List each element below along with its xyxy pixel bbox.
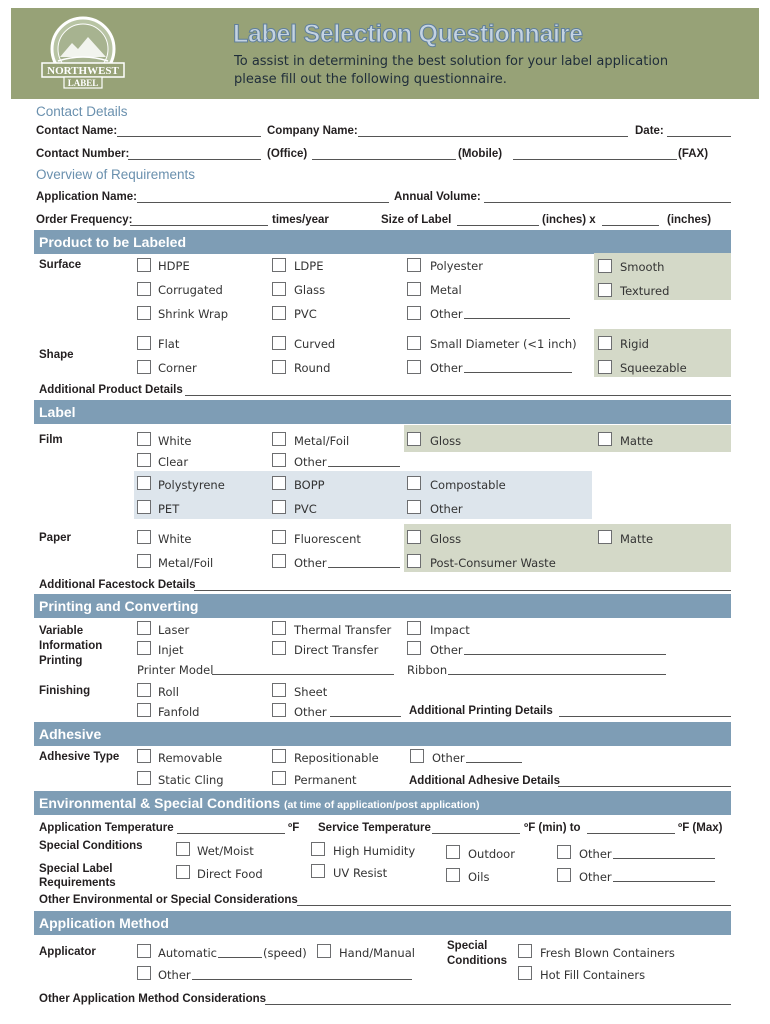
automatic-label: Automatic <box>158 946 217 960</box>
northwest-label-logo <box>36 13 130 93</box>
printer-model-field[interactable] <box>212 674 394 675</box>
thermal-transfer-checkbox[interactable] <box>272 621 286 635</box>
polyester-label: Polyester <box>430 259 483 273</box>
label-width-field[interactable] <box>457 225 539 226</box>
additional-facestock-label: Additional Facestock Details <box>39 579 196 591</box>
film-matte-checkbox[interactable] <box>598 432 612 446</box>
product-heading: Product to be Labeled <box>39 234 187 250</box>
application-temp-label: Application Temperature <box>39 822 174 834</box>
film-matte-label: Matte <box>620 434 654 448</box>
corner-checkbox[interactable] <box>137 360 151 374</box>
additional-product-label: Additional Product Details <box>39 384 183 396</box>
corner-label: Corner <box>158 361 197 375</box>
label-heading: Label <box>39 404 76 420</box>
polyester-checkbox[interactable] <box>407 258 421 272</box>
pvc-surface-label: PVC <box>294 307 317 321</box>
compostable-label: Compostable <box>430 478 506 492</box>
service-temp-min-unit: ºF (min) to <box>524 822 581 834</box>
polystyrene-checkbox[interactable] <box>137 476 151 490</box>
env-other2-field[interactable] <box>613 881 715 882</box>
additional-adhesive-label: Additional Adhesive Details <box>409 775 561 787</box>
fanfold-checkbox[interactable] <box>137 703 151 717</box>
special-cond-line-1: Special <box>447 940 488 952</box>
curved-label: Curved <box>294 337 336 351</box>
bopp-checkbox[interactable] <box>272 476 286 490</box>
post-consumer-label: Post-Consumer Waste <box>430 556 556 570</box>
sheet-checkbox[interactable] <box>272 683 286 697</box>
ldpe-checkbox[interactable] <box>272 258 286 272</box>
label-height-field[interactable] <box>602 225 659 226</box>
application-temp-unit: ºF <box>288 822 300 834</box>
ribbon-field[interactable] <box>448 674 666 675</box>
corrugated-checkbox[interactable] <box>137 282 151 296</box>
paper-other-label: Other <box>294 556 327 570</box>
film-metal-foil-checkbox[interactable] <box>272 432 286 446</box>
hand-manual-label: Hand/Manual <box>339 946 415 960</box>
film-pvc-checkbox[interactable] <box>272 500 286 514</box>
glass-checkbox[interactable] <box>272 282 286 296</box>
paper-metal-foil-label: Metal/Foil <box>158 556 214 570</box>
paper-gloss-checkbox[interactable] <box>407 530 421 544</box>
post-consumer-checkbox[interactable] <box>407 554 421 568</box>
repositionable-checkbox[interactable] <box>272 749 286 763</box>
other-surface-checkbox[interactable] <box>407 306 421 320</box>
hand-manual-checkbox[interactable] <box>317 944 331 958</box>
paper-metal-foil-checkbox[interactable] <box>137 554 151 568</box>
env-other2-checkbox[interactable] <box>557 868 571 882</box>
office-label: (Office) <box>267 148 308 160</box>
fresh-blown-checkbox[interactable] <box>518 944 532 958</box>
static-cling-checkbox[interactable] <box>137 771 151 785</box>
fax-label: (FAX) <box>678 148 709 160</box>
printing-heading: Printing and Converting <box>39 598 199 614</box>
direct-food-checkbox[interactable] <box>176 865 190 879</box>
permanent-label: Permanent <box>294 773 357 787</box>
special-conditions-method-label <box>447 939 507 969</box>
direct-transfer-checkbox[interactable] <box>272 641 286 655</box>
film-other-field[interactable] <box>328 466 400 467</box>
direct-food-label: Direct Food <box>197 867 263 881</box>
shrink-wrap-checkbox[interactable] <box>137 306 151 320</box>
paper-white-label: White <box>158 532 192 546</box>
contact-name-label: Contact Name: <box>36 125 118 137</box>
corrugated-label: Corrugated <box>158 283 223 297</box>
office-number-field[interactable] <box>128 159 261 160</box>
additional-printing-field[interactable] <box>559 716 731 717</box>
other-surface-field[interactable] <box>464 318 570 319</box>
smooth-checkbox[interactable] <box>598 259 612 273</box>
textured-checkbox[interactable] <box>598 283 612 297</box>
contact-number-label: Contact Number: <box>36 148 130 160</box>
textured-label: Textured <box>620 284 670 298</box>
inches-x-label: (inches) x <box>542 214 596 226</box>
pet-checkbox[interactable] <box>137 500 151 514</box>
size-of-label-label: Size of Label <box>381 214 452 226</box>
hdpe-checkbox[interactable] <box>137 258 151 272</box>
variable-info-printing-label <box>39 624 102 669</box>
company-name-field[interactable] <box>358 136 628 137</box>
shape-label: Shape <box>39 349 74 361</box>
special-req-line-1: Special Label <box>39 863 113 875</box>
service-temp-min-field[interactable] <box>432 833 520 834</box>
fluorescent-label: Fluorescent <box>294 532 361 546</box>
film-other-checkbox[interactable] <box>272 453 286 467</box>
order-frequency-field[interactable] <box>130 225 268 226</box>
squeezable-checkbox[interactable] <box>598 360 612 374</box>
other-method-field[interactable] <box>265 1004 731 1005</box>
date-label: Date: <box>635 125 664 137</box>
paper-label: Paper <box>39 532 71 544</box>
printing-other-field[interactable] <box>464 654 666 655</box>
special-cond-line-2: Conditions <box>447 955 508 967</box>
film-gloss-checkbox[interactable] <box>407 432 421 446</box>
printer-model-label: Printer Model <box>137 663 214 677</box>
polystyrene-label: Polystyrene <box>158 478 225 492</box>
inches-label: (inches) <box>667 214 712 226</box>
film-white-label: White <box>158 434 192 448</box>
high-humidity-checkbox[interactable] <box>311 842 325 856</box>
env-other2-label: Other <box>579 870 612 884</box>
oils-label: Oils <box>468 870 490 884</box>
mobile-label: (Mobile) <box>458 148 503 160</box>
thermal-transfer-label: Thermal Transfer <box>294 623 392 637</box>
paper-other-checkbox[interactable] <box>272 554 286 568</box>
smooth-label: Smooth <box>620 260 665 274</box>
method-heading: Application Method <box>39 915 169 931</box>
paper-other-field[interactable] <box>328 567 400 568</box>
film-other2-checkbox[interactable] <box>407 500 421 514</box>
fanfold-label: Fanfold <box>158 705 200 719</box>
adhesive-type-label: Adhesive Type <box>39 751 120 763</box>
other-surface-label: Other <box>430 307 463 321</box>
paper-gloss-label: Gloss <box>430 532 462 546</box>
environment-heading-note: (at time of application/post application) <box>284 799 480 811</box>
permanent-checkbox[interactable] <box>272 771 286 785</box>
laser-checkbox[interactable] <box>137 621 151 635</box>
other-environmental-field[interactable] <box>297 905 731 906</box>
fluorescent-checkbox[interactable] <box>272 530 286 544</box>
outdoor-label: Outdoor <box>468 847 515 861</box>
small-diameter-label: Small Diameter (<1 inch) <box>430 337 577 351</box>
wet-moist-checkbox[interactable] <box>176 842 190 856</box>
metal-checkbox[interactable] <box>407 282 421 296</box>
additional-product-field[interactable] <box>185 395 731 396</box>
env-other-field[interactable] <box>613 858 715 859</box>
applicator-label: Applicator <box>39 946 96 958</box>
fax-number-field[interactable] <box>513 159 677 160</box>
film-other2-label: Other <box>430 502 463 516</box>
adhesive-section-bar <box>34 722 731 746</box>
special-req-line-2: Requirements <box>39 877 116 889</box>
adhesive-other-field[interactable] <box>466 762 522 763</box>
application-name-field[interactable] <box>137 202 389 203</box>
adhesive-heading: Adhesive <box>39 726 102 742</box>
page-subtitle <box>234 53 694 89</box>
pvc-surface-checkbox[interactable] <box>272 306 286 320</box>
additional-facestock-field[interactable] <box>194 590 731 591</box>
environment-heading <box>39 795 479 811</box>
service-temp-max-field[interactable] <box>587 833 675 834</box>
other-shape-label: Other <box>430 361 463 375</box>
compostable-checkbox[interactable] <box>407 476 421 490</box>
high-humidity-label: High Humidity <box>333 844 416 858</box>
additional-adhesive-field[interactable] <box>558 786 731 787</box>
special-conditions-label: Special Conditions <box>39 840 143 852</box>
uv-resist-label: UV Resist <box>333 866 388 880</box>
clear-label: Clear <box>158 455 189 469</box>
clear-checkbox[interactable] <box>137 453 151 467</box>
film-pvc-label: PVC <box>294 502 317 516</box>
contact-name-field[interactable] <box>117 136 261 137</box>
glass-label: Glass <box>294 283 326 297</box>
outdoor-checkbox[interactable] <box>446 845 460 859</box>
injet-checkbox[interactable] <box>137 641 151 655</box>
removable-label: Removable <box>158 751 223 765</box>
method-other-label: Other <box>158 968 191 982</box>
impact-label: Impact <box>430 623 470 637</box>
method-other-field[interactable] <box>192 979 412 980</box>
paper-matte-checkbox[interactable] <box>598 530 612 544</box>
application-temp-field[interactable] <box>177 833 285 834</box>
hot-fill-label: Hot Fill Containers <box>540 968 646 982</box>
wet-moist-label: Wet/Moist <box>197 844 254 858</box>
order-frequency-label: Order Frequency: <box>36 214 133 226</box>
small-diameter-checkbox[interactable] <box>407 336 421 350</box>
ribbon-label: Ribbon <box>407 663 448 677</box>
round-checkbox[interactable] <box>272 360 286 374</box>
paper-white-checkbox[interactable] <box>137 530 151 544</box>
vip-line-1: Variable <box>39 625 84 637</box>
pet-label: PET <box>158 502 180 516</box>
shrink-wrap-label: Shrink Wrap <box>158 307 229 321</box>
finishing-other-field[interactable] <box>330 716 401 717</box>
repositionable-label: Repositionable <box>294 751 379 765</box>
impact-checkbox[interactable] <box>407 621 421 635</box>
contact-heading: Contact Details <box>36 104 128 119</box>
finishing-label: Finishing <box>39 685 91 697</box>
adhesive-other-checkbox[interactable] <box>410 749 424 763</box>
annual-volume-label: Annual Volume: <box>394 191 481 203</box>
application-name-label: Application Name: <box>36 191 137 203</box>
service-temp-max-unit: ºF (Max) <box>678 822 723 834</box>
rigid-checkbox[interactable] <box>598 336 612 350</box>
special-label-requirements-label <box>39 862 116 890</box>
automatic-speed-field[interactable] <box>218 957 262 958</box>
speed-label: (speed) <box>263 946 307 960</box>
other-method-label: Other Application Method Considerations <box>39 993 267 1005</box>
round-label: Round <box>294 361 331 375</box>
rigid-label: Rigid <box>620 337 649 351</box>
roll-checkbox[interactable] <box>137 683 151 697</box>
film-white-checkbox[interactable] <box>137 432 151 446</box>
flat-checkbox[interactable] <box>137 336 151 350</box>
roll-label: Roll <box>158 685 179 699</box>
finishing-other-checkbox[interactable] <box>272 703 286 717</box>
film-gloss-label: Gloss <box>430 434 462 448</box>
flat-label: Flat <box>158 337 180 351</box>
film-label: Film <box>39 434 63 446</box>
ldpe-label: LDPE <box>294 259 324 273</box>
page-title: Label Selection Questionnaire <box>233 20 583 48</box>
direct-transfer-label: Direct Transfer <box>294 643 379 657</box>
other-shape-field[interactable] <box>464 372 572 373</box>
surface-label: Surface <box>39 259 82 271</box>
overview-heading: Overview of Requirements <box>36 167 196 182</box>
method-other-checkbox[interactable] <box>137 966 151 980</box>
other-environmental-label: Other Environmental or Special Considerations <box>39 894 298 906</box>
injet-label: Injet <box>158 643 184 657</box>
additional-printing-label: Additional Printing Details <box>409 705 553 717</box>
automatic-checkbox[interactable] <box>137 944 151 958</box>
laser-label: Laser <box>158 623 190 637</box>
squeezable-label: Squeezable <box>620 361 687 375</box>
env-other-label: Other <box>579 847 612 861</box>
adhesive-other-label: Other <box>432 751 465 765</box>
logo-text-label: LABEL <box>67 78 99 88</box>
service-temp-label: Service Temperature <box>318 822 431 834</box>
subtitle-line-2: please fill out the following questionnaire. <box>234 72 507 87</box>
date-field[interactable] <box>667 136 731 137</box>
printing-other-checkbox[interactable] <box>407 641 421 655</box>
fresh-blown-label: Fresh Blown Containers <box>540 946 675 960</box>
printing-other-label: Other <box>430 643 463 657</box>
finishing-other-label: Other <box>294 705 327 719</box>
static-cling-label: Static Cling <box>158 773 224 787</box>
bopp-label: BOPP <box>294 478 325 492</box>
paper-matte-label: Matte <box>620 532 654 546</box>
film-other-label: Other <box>294 455 327 469</box>
vip-line-2: Information <box>39 640 103 652</box>
mobile-number-field[interactable] <box>312 159 456 160</box>
logo-text-northwest: NORTHWEST <box>47 65 119 77</box>
curved-checkbox[interactable] <box>272 336 286 350</box>
removable-checkbox[interactable] <box>137 749 151 763</box>
oils-checkbox[interactable] <box>446 868 460 882</box>
film-metal-foil-label: Metal/Foil <box>294 434 350 448</box>
subtitle-line-1: To assist in determining the best solution for your label application <box>234 54 669 69</box>
sheet-label: Sheet <box>294 685 328 699</box>
hot-fill-checkbox[interactable] <box>518 966 532 980</box>
vip-line-3: Printing <box>39 655 83 667</box>
times-year-label: times/year <box>272 214 329 226</box>
other-shape-checkbox[interactable] <box>407 360 421 374</box>
uv-resist-checkbox[interactable] <box>311 864 325 878</box>
env-other-checkbox[interactable] <box>557 845 571 859</box>
label-section-bar <box>34 400 731 424</box>
company-name-label: Company Name: <box>267 125 358 137</box>
metal-label: Metal <box>430 283 462 297</box>
environment-heading-main: Environmental & Special Conditions <box>39 795 281 811</box>
annual-volume-field[interactable] <box>484 202 731 203</box>
hdpe-label: HDPE <box>158 259 190 273</box>
